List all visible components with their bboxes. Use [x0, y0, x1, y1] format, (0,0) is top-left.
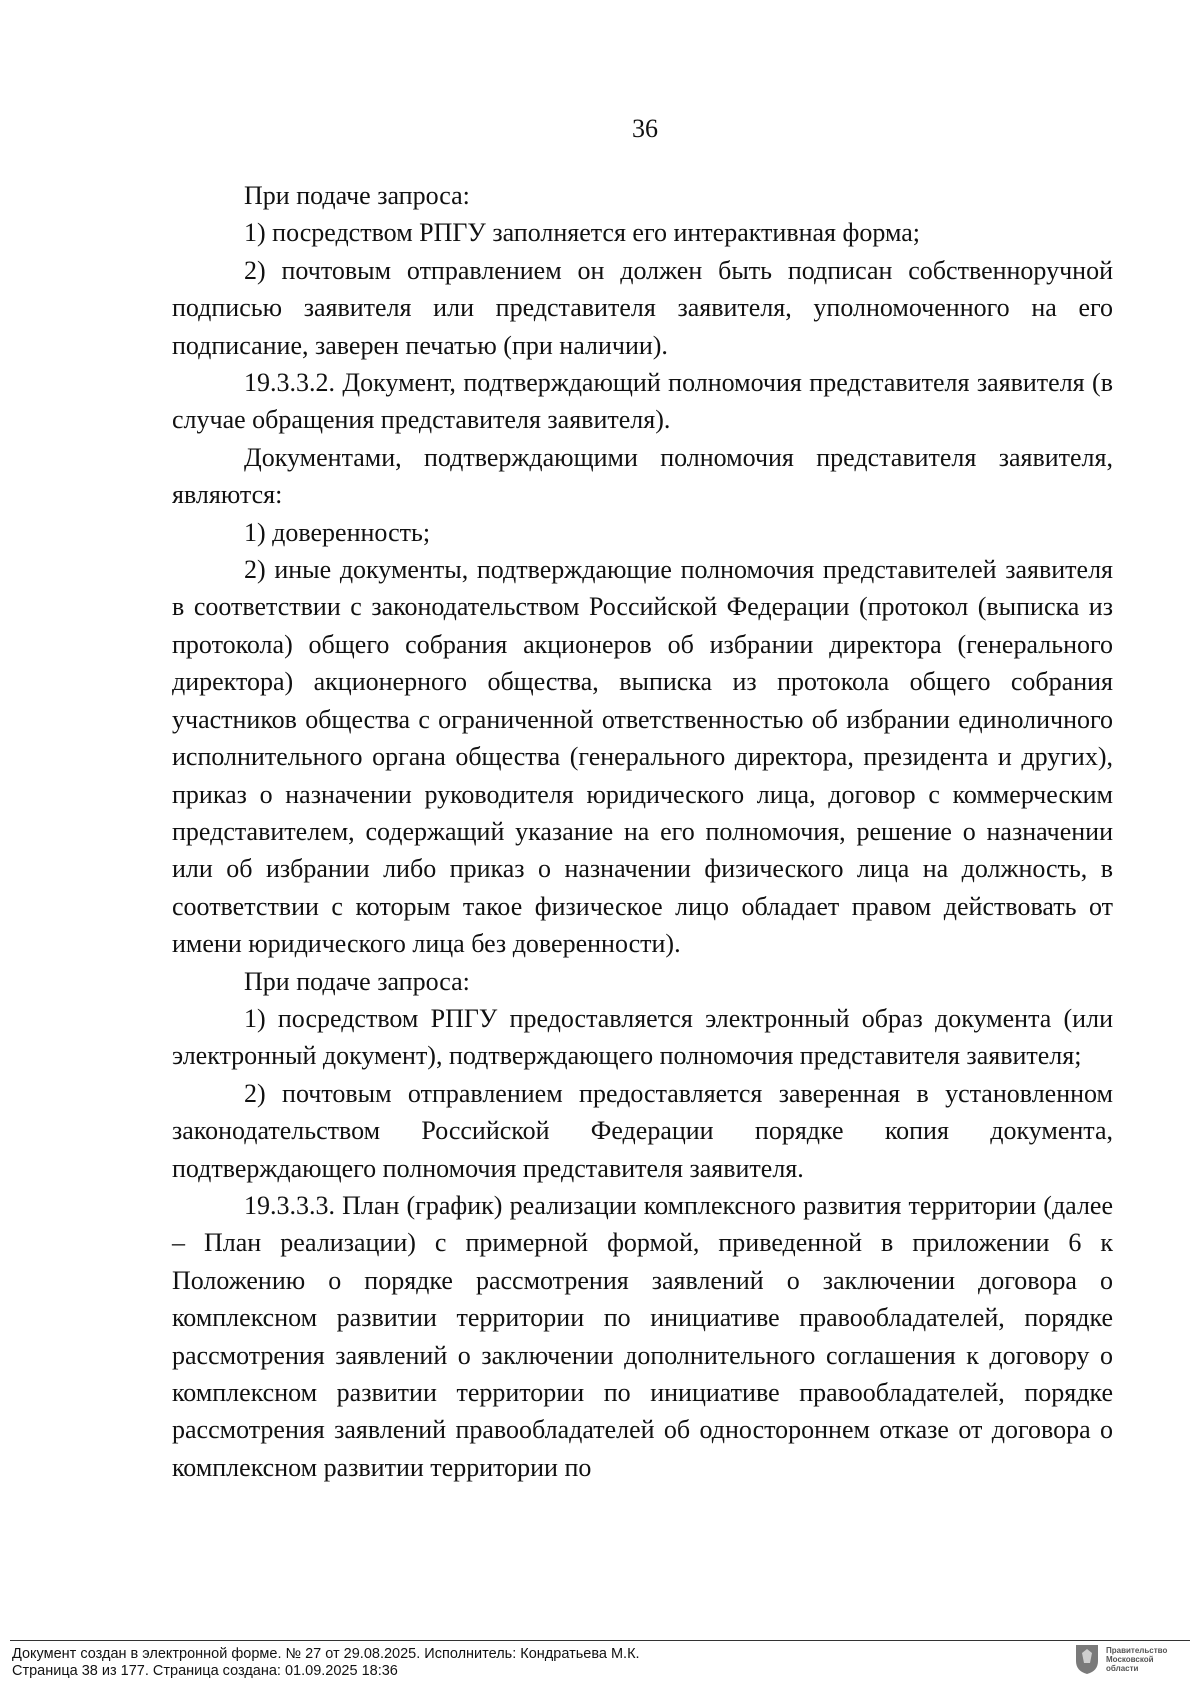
coat-of-arms-icon: [1074, 1643, 1100, 1675]
footer-line-2: Страница 38 из 177. Страница создана: 01.09.2025 18:36: [12, 1663, 398, 1679]
org-name: Правительство Московской области: [1106, 1645, 1168, 1673]
paragraph: 1) доверенность;: [244, 517, 431, 547]
paragraph: При подаче запроса:: [244, 966, 470, 996]
paragraph: 19.3.3.2. Документ, подтверждающий полномочия представителя заявителя (в случае обращения представителя заявителя).: [172, 368, 1113, 435]
paragraph: 2) почтовым отправлением он должен быть подписан собственноручной подписью заявителя или представителя заявителя, уполномоченного на его подписание, заверен печатью (при наличии).: [172, 255, 1113, 360]
footer-logo: [1074, 1643, 1186, 1675]
paragraph: 19.3.3.3. План (график) реализации комплексного развития территории (далее – План реализации) с примерной формой, приведенной в приложении 6 к Положению о порядке рассмотрения заявлений о заключении договора о комплексном развитии территории по инициативе правообладателей, порядке рассмотрения заявлений о заключении дополнительного соглашения к договору о комплексном развитии территории по инициативе правообладателей, порядке рассмотрения заявлений правообладателей об одностороннем отказе от договора о комплексном развитии территории по: [172, 1190, 1113, 1482]
paragraph: 1) посредством РПГУ предоставляется электронный образ документа (или электронный документ), подтверждающего полномочия представителя заявителя;: [172, 1003, 1113, 1071]
paragraph: При подаче запроса:: [244, 181, 470, 210]
footer-divider: [10, 1640, 1190, 1641]
page-number: 36: [632, 114, 658, 143]
paragraph: Документами, подтверждающими полномочия представителя заявителя, являются:: [172, 442, 1113, 510]
paragraph: 2) почтовым отправлением предоставляется заверенная в установленном законодательством Российской Федерации порядке копия документа, подтверждающего полномочия представителя заявителя.: [172, 1078, 1113, 1183]
footer-text: [12, 1646, 640, 1680]
footer-line-1: Документ создан в электронной форме. № 27 от 29.08.2025. Исполнитель: Кондратьева М.К.: [12, 1646, 640, 1662]
document-body: [172, 177, 1113, 1486]
paragraph: 2) иные документы, подтверждающие полномочия представителей заявителя в соответствии с законодательством Российской Федерации (протокол (выписка из протокола) общего собрания акционеров об избрании директора (генерального директора) акционерного общества, выписка из протокола общего собрания участников общества с ограниченной ответственностью об избрании единоличного исполнительного органа общества (генерального директора, президента и других), приказ о назначении руководителя юридического лица, договор с коммерческим представителем, содержащий указание на его полномочия, решение о назначении или об избрании либо приказ о назначении физического лица на должность, в соответствии с которым такое физическое лицо обладает правом действовать от имени юридического лица без доверенности).: [172, 555, 1113, 959]
paragraph: 1) посредством РПГУ заполняется его интерактивная форма;: [244, 218, 920, 248]
